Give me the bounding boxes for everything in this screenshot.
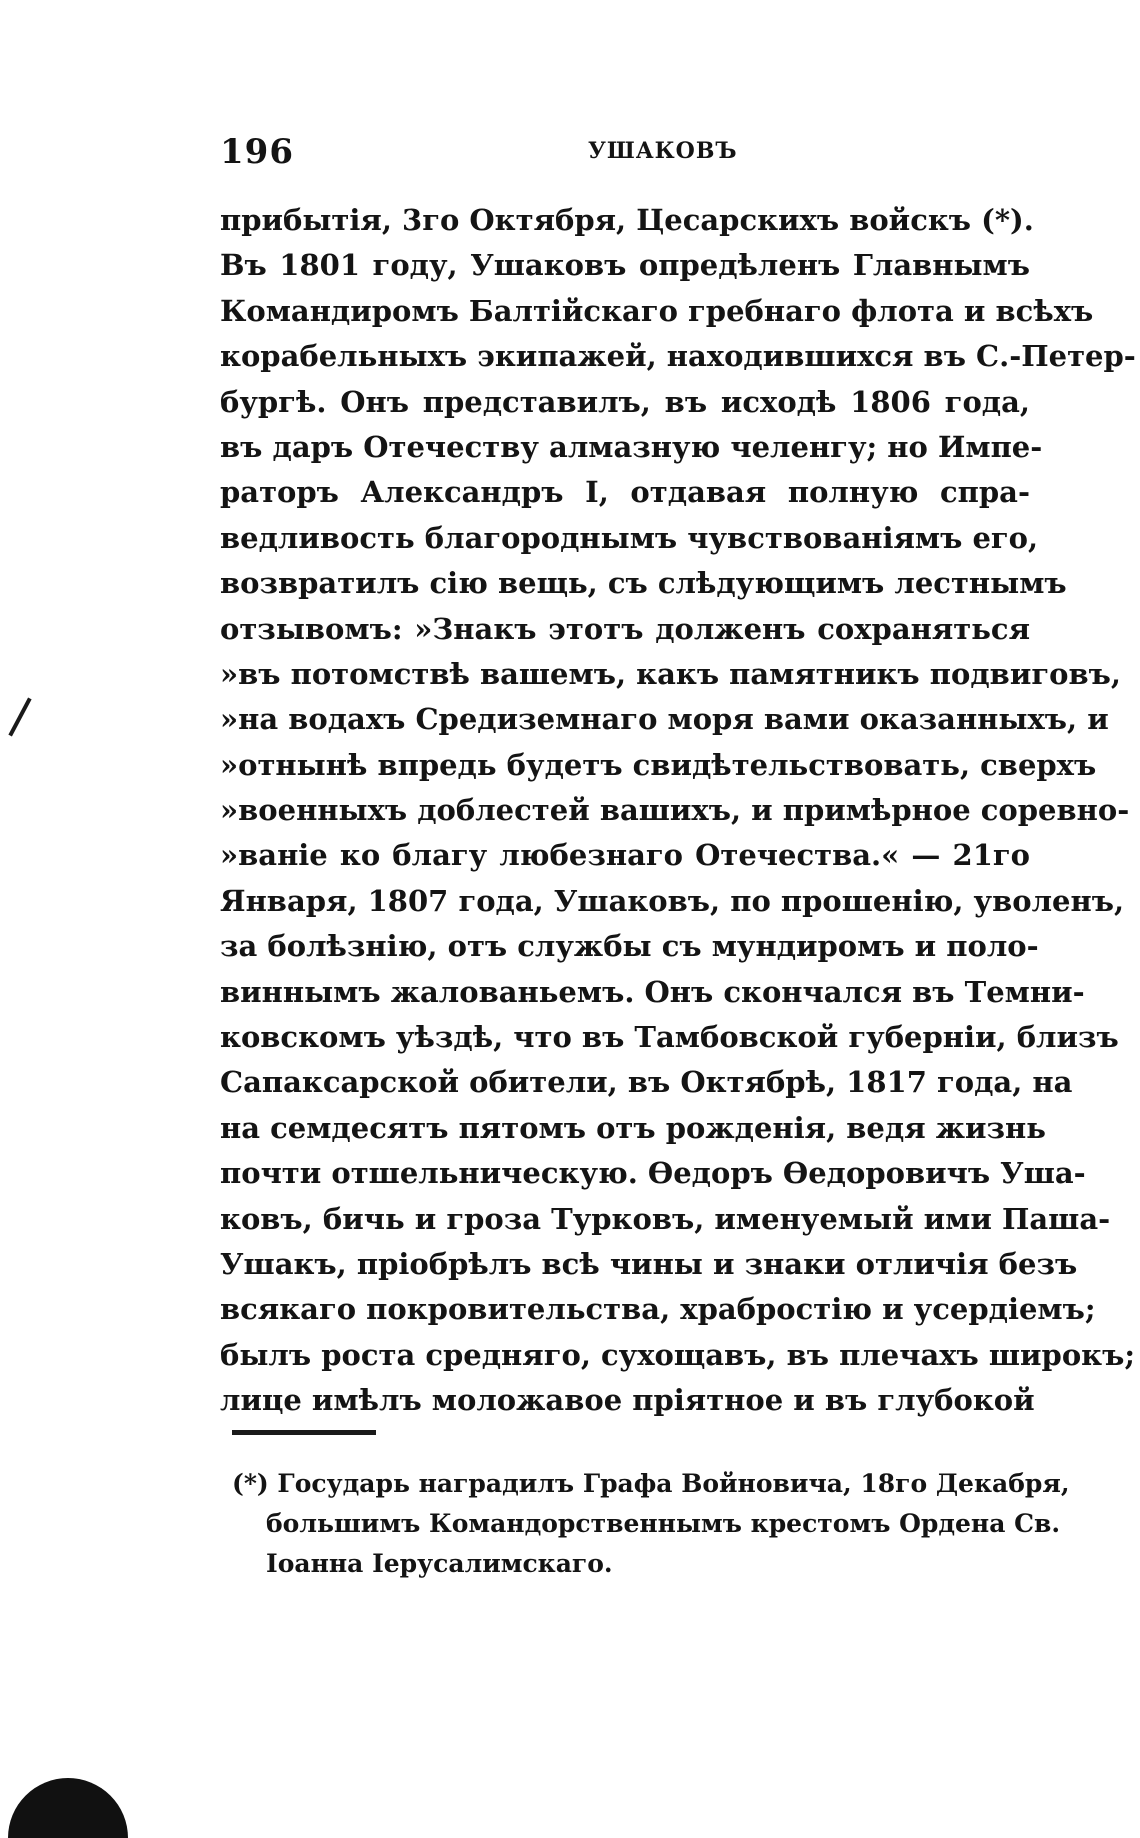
text-line: прибытія, 3го Октября, Цесарскихъ войскъ (*). [220,203,1034,237]
text-line: отзывомъ: »Знакъ этотъ долженъ сохраняться [220,611,1030,646]
text-line: за болѣзнію, отъ службы съ мундиромъ и поло- [220,929,1039,964]
text-line: ковскомъ уѣздѣ, что въ Тамбовской губерніи, близъ [220,1020,1119,1055]
text-line: Въ 1801 году, Ушаковъ опредѣленъ Главнымъ [220,248,1030,283]
main-text [220,198,1136,1424]
running-head: УШАКОВЪ [588,138,738,164]
text-line: раторъ Александръ I, отдавая полную спра- [220,475,1030,510]
page-number: 196 [220,132,294,172]
footnote-line: большимъ Командорственнымъ крестомъ Ордена Св. [266,1509,1061,1538]
text-line: лице имѣлъ моложавое пріятное и въ глубокой [220,1383,1035,1418]
text-line: »на водахъ Средиземнаго моря вами оказанныхъ, и [220,702,1109,737]
text-line: ведливость благороднымъ чувствованіямъ его, [220,520,1039,555]
footnote-rule [232,1430,376,1435]
text-line: »отнынѣ впредь будетъ свидѣтельствовать, сверхъ [220,747,1097,782]
text-line: Ушакъ, пріобрѣлъ всѣ чины и знаки отличія безъ [220,1246,1078,1281]
text-line: возвратилъ сію вещь, съ слѣдующимъ лестнымъ [220,566,1067,601]
footnote-line: (*) Государь наградилъ Графа Войновича, 18го Декабря, [232,1469,1070,1498]
page-header [220,132,1030,182]
footnote [232,1464,1070,1584]
margin-mark [8,698,31,737]
footnote-line: Іоанна Іерусалимскаго. [266,1549,613,1578]
text-line: бургѣ. Онъ представилъ, въ исходѣ 1806 года, [220,384,1030,419]
text-line: корабельныхъ экипажей, находившихся въ С.-Петер- [220,339,1136,374]
text-line: Сапаксарской обители, въ Октябрѣ, 1817 года, на [220,1065,1073,1100]
text-line: виннымъ жалованьемъ. Онъ скончался въ Темни- [220,974,1085,1009]
text-line: »ваніе ко благу любезнаго Отечества.« — 21го [220,838,1030,873]
text-line: »военныхъ доблестей вашихъ, и примѣрное соревно- [220,793,1130,828]
text-line: былъ роста средняго, сухощавъ, въ плечахъ широкъ; [220,1337,1136,1372]
ink-blot [8,1778,128,1838]
text-line: въ даръ Отечеству алмазную челенгу; но Импе- [220,429,1043,464]
text-line: Января, 1807 года, Ушаковъ, по прошенію, уволенъ, [220,883,1125,918]
text-line: всякаго покровительства, храбростію и усердіемъ; [220,1292,1096,1327]
text-line: Командиромъ Балтійскаго гребнаго флота и всѣхъ [220,293,1094,328]
text-line: почти отшельническую. Ѳедоръ Ѳедоровичъ Уша- [220,1156,1086,1191]
text-line: на семдесятъ пятомъ отъ рожденія, ведя жизнь [220,1110,1046,1145]
text-line: »въ потомствѣ вашемъ, какъ памятникъ подвиговъ, [220,656,1121,691]
text-line: ковъ, бичь и гроза Турковъ, именуемый ими Паша- [220,1201,1111,1236]
